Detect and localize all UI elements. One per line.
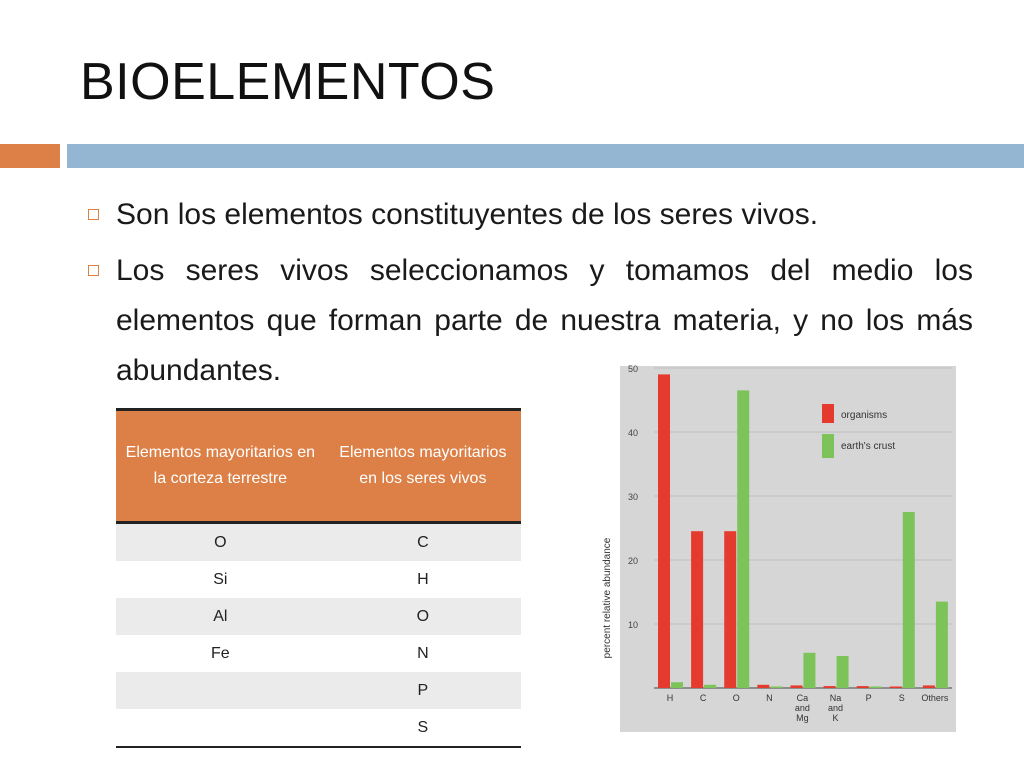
- table-row: [116, 635, 521, 672]
- y-tick-label: 10: [627, 620, 638, 630]
- y-tick-label: 40: [627, 428, 638, 438]
- bar-organisms: [824, 686, 836, 688]
- table-cell: H: [325, 561, 521, 598]
- bar-crust: [737, 390, 749, 688]
- y-tick-label: 20: [627, 556, 638, 566]
- header-crust: Elementos mayoritarios en la corteza terrestre: [116, 410, 325, 523]
- bar-organisms: [890, 687, 902, 689]
- table-cell: [116, 672, 325, 709]
- bar-organisms: [658, 374, 670, 688]
- page-title: BIOELEMENTOS: [80, 53, 496, 111]
- legend-label-crust: earth's crust: [841, 441, 896, 452]
- abundance-chart: [596, 358, 958, 734]
- table-cell: N: [325, 635, 521, 672]
- x-tick-label: Mg: [796, 713, 809, 723]
- table-cell: Al: [116, 598, 325, 635]
- bar-crust: [770, 687, 782, 689]
- bar-crust: [803, 653, 815, 688]
- elements-table: [116, 408, 521, 748]
- y-tick-label: 30: [627, 492, 638, 502]
- x-tick-label: Ca: [796, 693, 809, 703]
- x-tick-label: K: [832, 713, 839, 723]
- bar-organisms: [691, 531, 703, 688]
- table-cell: Fe: [116, 635, 325, 672]
- bar-crust: [704, 685, 716, 688]
- bullet-text: Son los elementos constituyentes de los seres vivos.: [116, 198, 819, 231]
- table-cell: Si: [116, 561, 325, 598]
- legend-swatch-organisms: [822, 404, 834, 423]
- bar-organisms: [923, 685, 935, 688]
- y-tick-label: 50: [627, 364, 638, 374]
- accent-bar-blue: [67, 144, 1024, 168]
- y-axis-label: percent relative abundance: [602, 537, 613, 659]
- table-cell: O: [116, 523, 325, 562]
- table-row: [116, 598, 521, 635]
- bar-crust: [837, 656, 849, 688]
- square-bullet-icon: [88, 209, 99, 220]
- x-tick-label: S: [898, 693, 905, 703]
- table-row: [116, 709, 521, 747]
- x-tick-label: and: [828, 703, 844, 713]
- bullet-item: [88, 190, 973, 240]
- table-cell: P: [325, 672, 521, 709]
- x-tick-label: P: [865, 693, 872, 703]
- table-row: [116, 672, 521, 709]
- x-tick-label: and: [794, 703, 810, 713]
- table-cell: [116, 709, 325, 747]
- legend-label-organisms: organisms: [841, 410, 888, 421]
- table-cell: S: [325, 709, 521, 747]
- table-cell: O: [325, 598, 521, 635]
- table-row: [116, 523, 521, 562]
- accent-bar-orange: [0, 144, 60, 168]
- bar-crust: [903, 512, 915, 688]
- table-row: [116, 561, 521, 598]
- x-tick-label: H: [666, 693, 674, 703]
- x-tick-label: Others: [921, 693, 949, 703]
- x-tick-label: Na: [829, 693, 842, 703]
- x-tick-label: O: [732, 693, 740, 703]
- bar-crust: [671, 682, 683, 688]
- x-tick-label: C: [699, 693, 707, 703]
- bullet-text: Los seres vivos seleccionamos y tomamos del medio los elementos que forman parte de nuestra materia, y no los más abundantes.: [116, 254, 973, 387]
- bar-organisms: [790, 685, 802, 688]
- bar-crust: [870, 687, 882, 689]
- bar-organisms: [857, 686, 869, 688]
- table-cell: C: [325, 523, 521, 562]
- bar-crust: [936, 602, 948, 688]
- bar-organisms: [757, 685, 769, 688]
- bar-organisms: [724, 531, 736, 688]
- square-bullet-icon: [88, 265, 99, 276]
- legend-swatch-crust: [822, 434, 834, 458]
- x-tick-label: N: [766, 693, 773, 703]
- header-living: Elementos mayoritarios en los seres vivos: [325, 410, 521, 523]
- table-header-row: [116, 410, 521, 523]
